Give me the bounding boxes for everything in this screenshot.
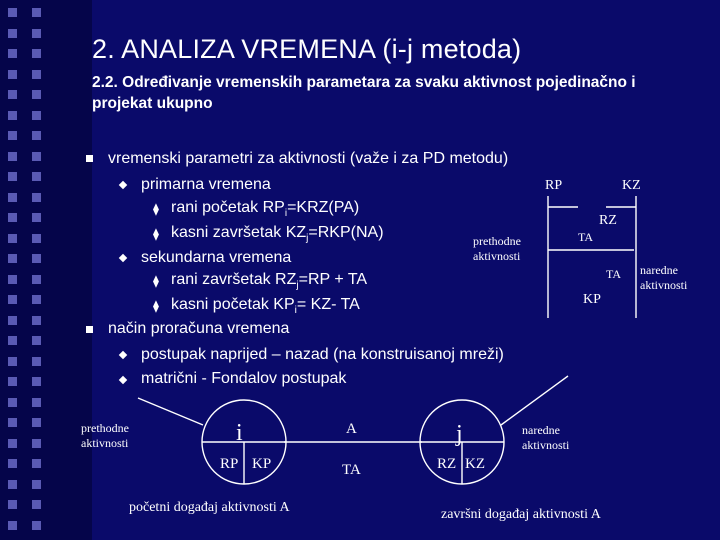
bullet-text-2-2: matrični - Fondalov postupak xyxy=(141,370,347,387)
rp-label: RP xyxy=(545,178,563,193)
prethodne-label-right: prethodne aktivnosti xyxy=(473,234,521,263)
kz-label: KZ xyxy=(622,178,641,193)
page-title: 2. ANALIZA VREMENA (i-j metoda) xyxy=(92,34,522,64)
bullet-text-1-2-b: kasni početak $KP_i= KZ-$ TA xyxy=(171,296,360,317)
activity-ta-label: TA xyxy=(342,462,361,478)
end-event-label: završni događaj aktivnosti A xyxy=(441,507,601,522)
bullet-text-1: vremenski parametri za aktivnosti (važe i za PD metodu) xyxy=(108,150,509,167)
bullet-text-1-1-a: rani početak $RP_i=KRZ(PA)$ xyxy=(171,199,360,220)
bullet-text-1-1-b: kasni završetak $KZ_j=RKP(NA)$ xyxy=(171,224,384,245)
small-bullet-icon: ⧫ xyxy=(153,274,159,288)
small-bullet-icon: ⧫ xyxy=(153,227,159,241)
page-subtitle: 2.2. Određivanje vremenskih parametara za svaku aktivnost pojedinačno i projekat ukupno xyxy=(92,74,636,112)
rz-label: RZ xyxy=(599,213,617,228)
bullet-text-1-2: sekundarna vremena xyxy=(141,249,292,266)
small-bullet-icon: ⧫ xyxy=(153,202,159,216)
node-i-rp: RP xyxy=(220,456,239,472)
node-j-kz: KZ xyxy=(465,456,485,472)
start-event-label: početni događaj aktivnosti A xyxy=(129,500,290,515)
activity-a-label: A xyxy=(346,421,357,437)
node-j-label: j xyxy=(456,421,463,447)
naredne-label-right: naredne aktivnosti xyxy=(640,263,688,292)
prethodne-label-bottom: prethodne aktivnosti xyxy=(81,421,129,450)
bullet-text-2-1: postupak naprijed – nazad (na konstruisanoj mreži) xyxy=(141,346,504,363)
bullet-text-2: način proračuna vremena xyxy=(108,320,290,337)
naredne-label-bottom: naredne aktivnosti xyxy=(522,423,570,452)
kp-label: KP xyxy=(583,292,601,307)
small-bullet-icon: ⧫ xyxy=(153,299,159,313)
node-j-rz: RZ xyxy=(437,456,457,472)
ta-label-bottom: TA xyxy=(606,267,622,281)
ta-label-top: TA xyxy=(578,230,594,244)
bullet-text-1-1: primarna vremena xyxy=(141,176,271,193)
bullet-text-1-2-a: rani završetak $RZ_j=RP$ + TA xyxy=(171,271,368,292)
node-i-kp: KP xyxy=(252,456,272,472)
node-i-label: i xyxy=(236,420,243,446)
